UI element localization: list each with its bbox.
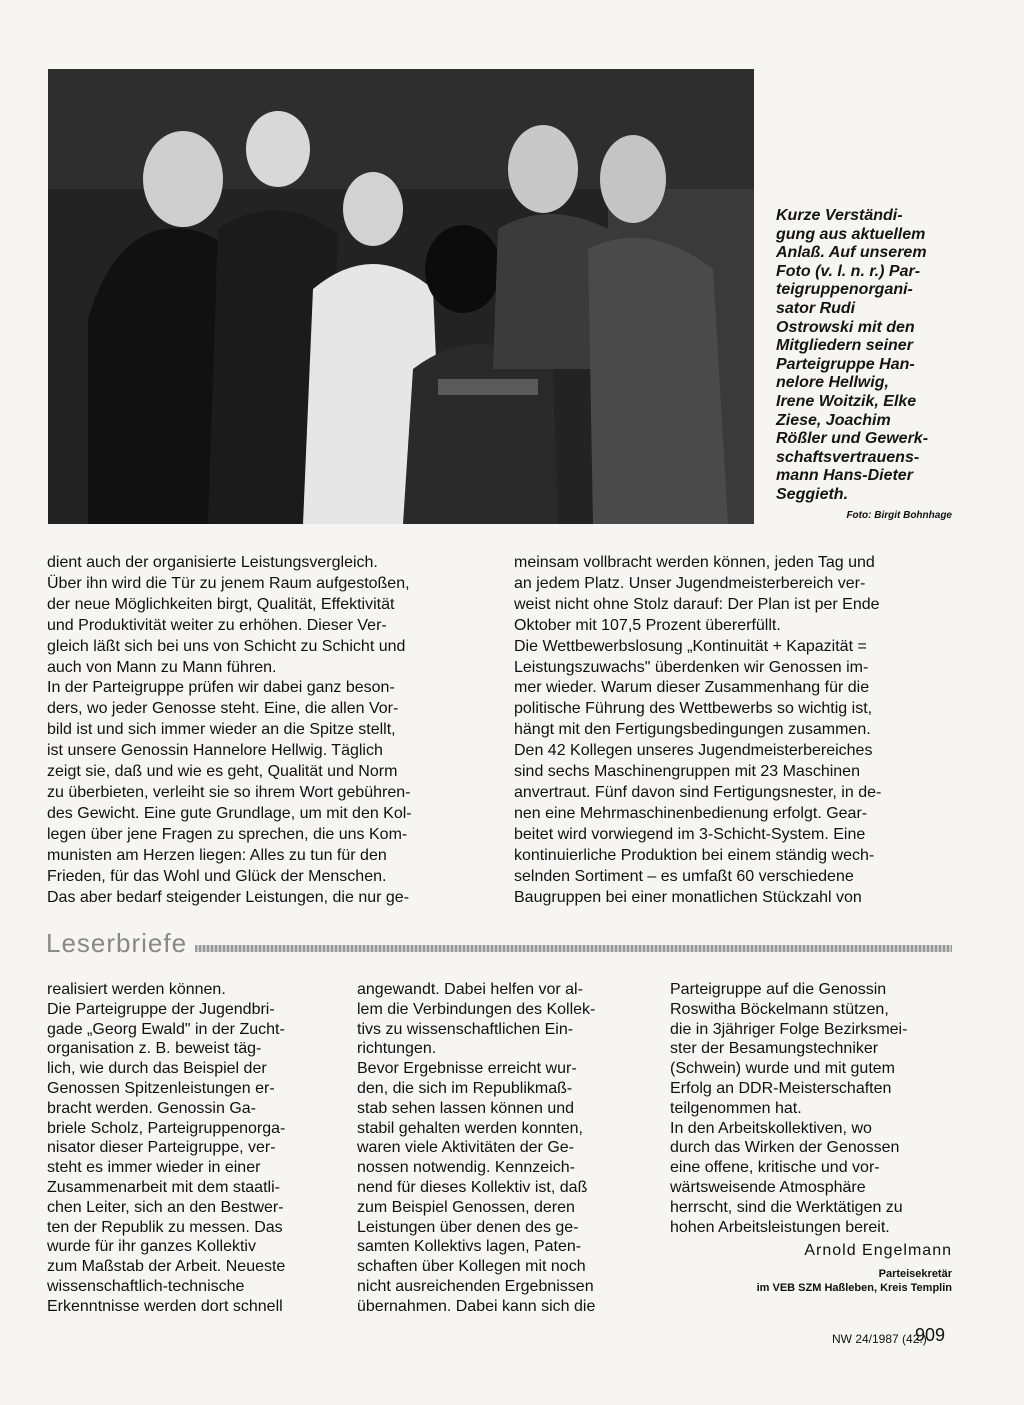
- issue-number: NW 24/1987 (42.): [832, 1332, 927, 1346]
- author-name: Arnold Engelmann: [804, 1242, 952, 1259]
- author-role: Parteisekretär im VEB SZM Haßleben, Kreis Templin: [756, 1268, 952, 1294]
- article-column-left: dient auch der organisierte Leistungsvergleich. Über ihn wird die Tür zu jenem Raum aufgestoßen, der neue Möglichkeiten birgt, Qualität, Effektivität und Produktivität weiter zu erhöhen. Dieser Ver- gleich läßt sich bei uns von Schicht zu Schicht und auch von Mann zu Mann führen. In der Parteigruppe prüfen wir dabei ganz beson- ders, wo jeder Genosse steht. Eine, die allen Vor- bild ist und sich immer wieder an die Spitze stellt, ist unsere Genossin Hannelore Hellwig. Täglich zeigt sie, daß und wie es geht, Qualität und Norm zu überbieten, verleiht sie so ihrem Wort gebühren- des Gewicht. Eine gute Grundlage, um mit den Kol- legen über jene Fragen zu sprechen, die uns Kom- munisten am Herzen liegen: Alles zu tun für den Frieden, für das Wohl und Glück der Menschen. Das aber bedarf steigender Leistungen, die nur ge-: [47, 554, 412, 906]
- letter-column-1: realisiert werden können. Die Parteigruppe der Jugendbri- gade „Georg Ewald" in der Zucht- organisation z. B. beweist täg- lich, wie durch das Beispiel der Genossen Spitzenleistungen er- bracht werden. Genossin Ga- briele Scholz, Parteigruppenorga- nisator dieser Parteigruppe, ver- steht es immer wieder in einer Zusammenarbeit mit dem staatli- chen Leiter, sich an den Bestwer- ten der Republik zu messen. Das wurde für ihr ganzes Kollektiv zum Maßstab der Arbeit. Neueste wissenschaftlich-technische Erkenntnisse werden dort schnell: [47, 981, 286, 1315]
- page-number: 909: [915, 1325, 946, 1345]
- letter-column-2: angewandt. Dabei helfen vor al- lem die Verbindungen des Kollek- tivs zu wissenschaftlichen Ein- richtungen. Bevor Ergebnisse erreicht wur- den, die sich im Republikmaß- stab sehen lassen können und stabil gehalten werden konnten, waren viele Aktivitäten der Ge- nossen notwendig. Kennzeich- nend für dieses Kollektiv ist, daß zum Beispiel Genossen, deren Leistungen über denen des ge- samten Kollektivs lagen, Paten- schaften über Kollegen mit noch nicht ausreichenden Ergebnissen übernahmen. Dabei kann sich die: [357, 981, 596, 1315]
- photo-caption: Kurze Verständi- gung aus aktuellem Anlaß. Auf unserem Foto (v. l. n. r.) Par- teigruppenorgani- sator Rudi Ostrowski mit den Mitgliedern seiner Parteigruppe Han- nelore Hellwig, Irene Woitzik, Elke Ziese, Joachim Rößler und Gewerk- schaftsvertrauens- mann Hans-Dieter Seggieth.: [776, 207, 929, 503]
- photo-credit: Foto: Birgit Bohnhage: [846, 510, 952, 521]
- photo-illustration: [48, 69, 754, 524]
- letter-column-3: Parteigruppe auf die Genossin Roswitha Böckelmann stützen, die in 3jähriger Folge Bezirksmei- ster der Besamungstechniker (Schwein) wurde und mit gutem Erfolg an DDR-Meisterschaften teilgenommen hat. In den Arbeitskollektiven, wo durch das Wirken der Genossen eine offene, kritische und vor- wärtsweisende Atmosphäre herrscht, sind die Werktätigen zu hohen Arbeitsleistungen bereit.: [670, 981, 908, 1236]
- group-photo: [48, 69, 754, 524]
- section-rule: [195, 945, 952, 952]
- article-column-right: meinsam vollbracht werden können, jeden Tag und an jedem Platz. Unser Jugendmeisterbereich ver- weist nicht ohne Stolz darauf: Der Plan ist per Ende Oktober mit 107,5 Prozent übererfüllt. Die Wettbewerbslosung „Kontinuität + Kapazität = Leistungszuwachs" überdenken wir Genossen im- mer wieder. Warum dieser Zusammenhang für die politische Führung des Wettbewerbs so wichtig ist, hängt mit den Fertigungsbedingungen zusammen. Den 42 Kollegen unseres Jugendmeisterbereiches sind sechs Maschinengruppen mit 23 Maschinen anvertraut. Fünf davon sind Fertigungsnester, in de- nen eine Mehrmaschinenbedienung erfolgt. Gear- beitet wird vorwiegend im 3-Schicht-System. Eine kontinuierliche Produktion bei einem ständig wech- selnden Sortiment – es umfaßt 60 verschiedene Baugruppen bei einer monatlichen Stückzahl von: [514, 554, 882, 906]
- section-title: Leserbriefe: [46, 927, 188, 958]
- section-header: [46, 927, 952, 959]
